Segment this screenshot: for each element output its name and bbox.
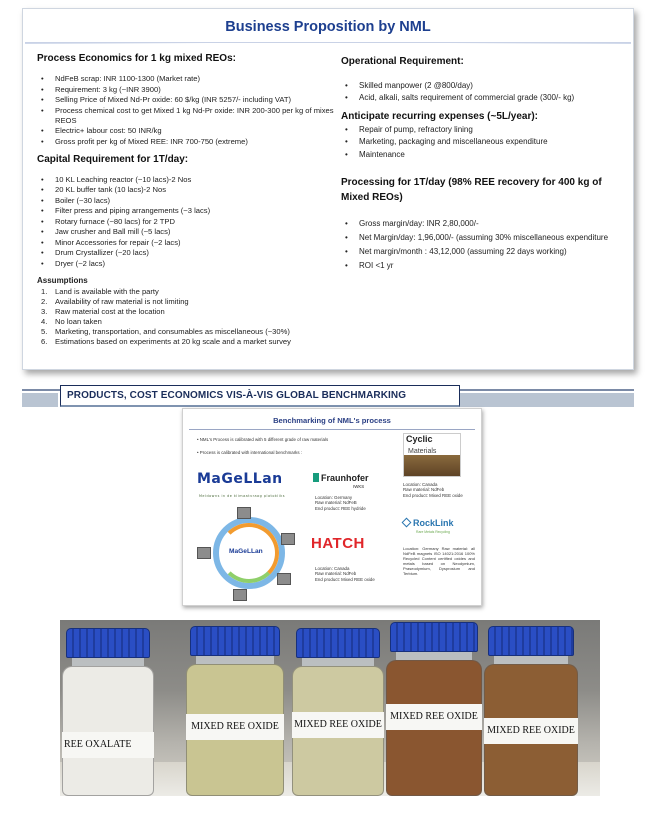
operational-list	[341, 80, 623, 103]
recurring-list	[341, 124, 623, 161]
benchmark-bullet: • NML's Process is calibrated with 5 different grade of raw materials	[197, 437, 328, 442]
fraunhofer-logo: Fraunhofer IWKS	[313, 473, 369, 482]
list-item: • Net margin/month : 43,12,000 (assuming 22 days working)	[341, 246, 623, 257]
list-item: • Boiler (~30 lacs)	[37, 196, 337, 206]
capital-requirement-list	[37, 175, 337, 269]
list-item: • Filter press and piping arrangements (~3 lacs)	[37, 206, 337, 216]
cycle-label: MaGeLLan	[229, 548, 263, 555]
cycle-photo	[237, 507, 251, 519]
process-economics-heading: Process Economics for 1 kg mixed REOs:	[37, 53, 236, 64]
list-item: • Drum Crystallizer (~20 lacs)	[37, 248, 337, 258]
list-item: • Marketing, packaging and miscellaneous expenditure	[341, 136, 623, 148]
right-column	[341, 55, 623, 277]
rocklink-info: Location: Germany Raw material: all NdFeB magnets ISO 14021:2016 100% Recycled Content certified oxides and metals based on Neodymium, Praseodymium, Dysprosium and Terbium.	[403, 546, 475, 576]
benchmarking-title: Benchmarking of NML's process	[273, 416, 391, 425]
list-item: • Repair of pump, refractory lining	[341, 124, 623, 136]
banner-title: PRODUCTS, COST ECONOMICS VIS-À-VIS GLOBAL BENCHMARKING	[67, 390, 407, 401]
cycle-photo	[281, 533, 295, 545]
benchmarking-slide	[182, 408, 482, 606]
sample-jar	[292, 628, 384, 796]
fraunhofer-icon	[313, 473, 319, 482]
list-item: • Net Margin/day: 1,96,000/- (assuming 30% miscellaneous expenditure	[341, 232, 623, 243]
jar-label: REE OXALATE	[62, 732, 154, 758]
list-item: • Acid, alkali, salts requirement of commercial grade (300/- kg)	[341, 92, 623, 103]
business-proposition-slide	[22, 8, 634, 370]
cycle-photo	[233, 589, 247, 601]
fraunhofer-info: Location: Germany Raw material: NdFeB End product: REE hydride	[315, 495, 366, 511]
list-item: • Selling Price of Mixed Nd-Pr oxide: 60 $/kg (INR 5257/- including VAT)	[37, 95, 337, 105]
title-divider	[25, 42, 631, 44]
list-item: • Maintenance	[341, 149, 623, 161]
jar-lid	[190, 626, 280, 656]
process-economics-list	[37, 74, 337, 147]
sample-jar	[62, 628, 154, 796]
jar-label: MIXED REE OXIDE	[484, 718, 578, 744]
list-item: • Jaw crusher and Ball mill (~5 lacs)	[37, 227, 337, 237]
list-item: 1. Land is available with the party	[41, 286, 159, 296]
benchmarking-divider	[189, 429, 475, 430]
list-item: 3. Raw material cost at the location	[41, 306, 165, 316]
list-item: • Dryer (~2 lacs)	[37, 259, 337, 269]
jar-lid	[488, 626, 574, 656]
list-item: • Gross margin/day: INR 2,80,000/-	[341, 218, 623, 229]
magellan-logo: MaGeLLan Meldowns in de klimaatvraag platokliks	[197, 471, 286, 498]
banner-band-left	[22, 393, 58, 407]
assumptions-list	[37, 287, 337, 347]
recurring-heading: Anticipate recurring expenses (~5L/year):	[341, 110, 539, 122]
sample-jar	[484, 626, 578, 796]
list-item: • ROI <1 yr	[341, 260, 623, 271]
list-item: • 10 KL Leaching reactor (~10 lacs)-2 Nos	[37, 175, 337, 185]
processing-list	[341, 218, 623, 271]
list-item: • Gross profit per kg of Mixed REE: INR 700-750 (extreme)	[37, 137, 337, 147]
rocklink-logo: RockLink Rare Metals Recycling	[403, 519, 454, 526]
slide-title: Business Proposition by NML	[225, 19, 431, 35]
sample-jars-photo	[60, 620, 600, 796]
cycle-photo	[277, 573, 291, 585]
jar-body	[62, 666, 154, 796]
jar-lid	[390, 622, 478, 652]
list-item: • NdFeB scrap: INR 1100-1300 (Market rate)	[37, 74, 337, 84]
hatch-logo: HATCH	[311, 535, 365, 552]
jar-label: MIXED REE OXIDE	[386, 704, 482, 730]
list-item: • Requirement: 3 kg (~INR 3900)	[37, 85, 337, 95]
jar-lid	[296, 628, 380, 658]
banner-band-right	[460, 393, 634, 407]
hatch-info: Location: Canada Raw material: NdFeb End product: Mixed REE oxide	[315, 566, 375, 582]
list-item: • Process chemical cost to get Mixed 1 kg Nd-Pr oxide: INR 200-300 per kg of mixes REOS	[37, 106, 337, 126]
sample-jar	[386, 622, 482, 796]
jar-label: MIXED REE OXIDE	[292, 712, 384, 738]
capital-requirement-heading: Capital Requirement for 1T/day:	[37, 153, 189, 165]
assumptions-heading: Assumptions	[37, 275, 88, 285]
list-item: • Minor Accessories for repair (~2 lacs)	[37, 238, 337, 248]
jar-lid	[66, 628, 150, 658]
jar-label: MIXED REE OXIDE	[186, 714, 284, 740]
magellan-cycle-diagram	[197, 507, 301, 603]
cyclic-info: Location: Canada Raw material: NdFeb End product: Mixed REE oxide	[403, 482, 463, 498]
section-banner	[22, 385, 634, 407]
rocklink-icon	[402, 518, 412, 528]
list-item: 5. Marketing, transportation, and consumables as miscellaneous (~30%)	[41, 326, 290, 336]
list-item: 4. No loan taken	[41, 316, 102, 326]
list-item: • Rotary furnace (~80 lacs) for 2 TPD	[37, 217, 337, 227]
benchmark-bullet: • Process is calibrated with international benchmarks :	[197, 450, 302, 455]
list-item: • Skilled manpower (2 @800/day)	[341, 80, 623, 91]
sample-jar	[186, 626, 284, 796]
list-item: 6. Estimations based on experiments at 20 kg scale and a market survey	[41, 336, 291, 346]
operational-heading: Operational Requirement:	[341, 56, 464, 67]
list-item: • 20 KL buffer tank (10 lacs)-2 Nos	[37, 185, 337, 195]
banner-title-box	[60, 385, 460, 407]
processing-heading: Processing for 1T/day (98% REE recovery for 400 kg of Mixed REOs)	[341, 176, 602, 203]
cycle-photo	[197, 547, 211, 559]
left-column	[37, 52, 337, 347]
list-item: • Electric+ labour cost: 50 INR/kg	[37, 126, 337, 136]
cyclic-materials-logo: Cyclic Materials	[403, 433, 461, 477]
list-item: 2. Availability of raw material is not limiting	[41, 296, 189, 306]
